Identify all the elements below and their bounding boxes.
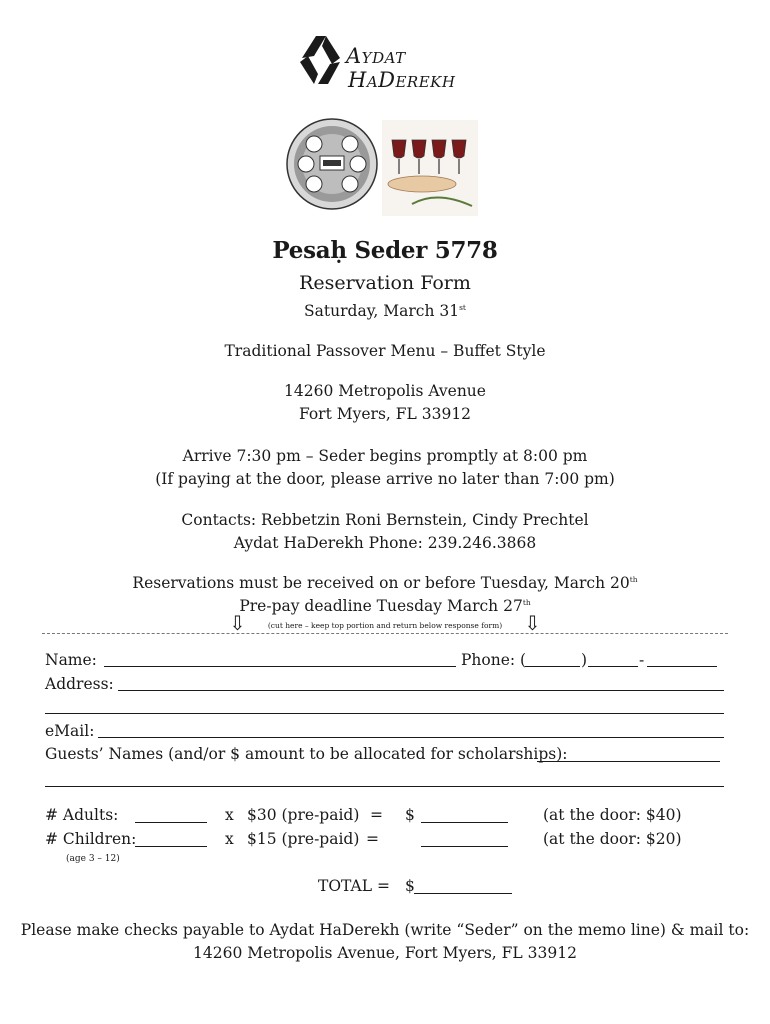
wine-glasses-image xyxy=(382,120,478,216)
adults-equals: = xyxy=(370,806,383,824)
phone-close-paren: ) xyxy=(581,651,588,669)
children-times: x xyxy=(225,830,234,848)
seder-plate-image xyxy=(286,118,378,210)
children-equals: = xyxy=(366,830,379,848)
phone-prefix-field[interactable] xyxy=(588,666,638,667)
arrival-time: Arrive 7:30 pm – Seder begins promptly at 8:00 pm xyxy=(182,447,588,465)
cut-note: (cut here – keep top portion and return below response form) xyxy=(267,621,503,630)
total-amount-field[interactable] xyxy=(414,893,512,894)
adults-door-price: (at the door: $40) xyxy=(543,806,682,824)
org-name-line1: Aydat xyxy=(346,44,406,68)
org-logo xyxy=(296,30,476,92)
adults-price: $30 (pre-paid) xyxy=(247,806,360,824)
children-label: # Children: xyxy=(45,830,137,848)
total-dollar: $ xyxy=(405,877,415,895)
name-field[interactable] xyxy=(104,666,456,667)
phone-dash: - xyxy=(639,651,645,669)
reservation-deadline-suffix: th xyxy=(629,574,638,584)
mailing-address: 14260 Metropolis Avenue, Fort Myers, FL 33912 xyxy=(193,944,577,962)
event-date-suffix: st xyxy=(459,302,466,312)
children-price: $15 (pre-paid) xyxy=(247,830,360,848)
phone-area-code-field[interactable] xyxy=(525,666,580,667)
venue-address-line1: 14260 Metropolis Avenue xyxy=(284,382,486,400)
children-age-note: (age 3 – 12) xyxy=(66,854,120,864)
phone-number-field[interactable] xyxy=(647,666,717,667)
door-payment-note: (If paying at the door, please arrive no later than 7:00 pm) xyxy=(155,470,615,488)
prepay-deadline-suffix: th xyxy=(522,597,531,607)
address-field[interactable] xyxy=(118,690,724,691)
children-count-field[interactable] xyxy=(135,846,207,847)
event-date-text: Saturday, March 31 xyxy=(304,302,460,320)
reservation-deadline xyxy=(0,574,770,592)
event-title: Pesaḥ Seder 5778 xyxy=(272,237,498,264)
adults-count-field[interactable] xyxy=(135,822,207,823)
prepay-deadline xyxy=(0,597,770,615)
cut-line xyxy=(42,633,728,634)
total-label: TOTAL = xyxy=(318,877,390,895)
phone-label: Phone: ( xyxy=(461,651,527,669)
guests-field-line2[interactable] xyxy=(45,786,724,787)
menu-line: Traditional Passover Menu – Buffet Style xyxy=(224,342,546,360)
adults-dollar: $ xyxy=(405,806,415,824)
guests-field[interactable] xyxy=(537,761,720,762)
adults-amount-field[interactable] xyxy=(421,822,508,823)
adults-label: # Adults: xyxy=(45,806,119,824)
prepay-deadline-text: Pre-pay deadline Tuesday March 27 xyxy=(239,597,523,615)
address-field-line2[interactable] xyxy=(45,713,724,714)
email-label: eMail: xyxy=(45,722,95,740)
form-subtitle: Reservation Form xyxy=(299,272,471,294)
email-field[interactable] xyxy=(98,737,724,738)
address-label: Address: xyxy=(45,675,114,693)
venue-address-line2: Fort Myers, FL 33912 xyxy=(298,405,472,423)
adults-times: x xyxy=(225,806,234,824)
org-name-line2: HaDerekh xyxy=(348,68,456,92)
event-date xyxy=(0,302,770,320)
children-door-price: (at the door: $20) xyxy=(543,830,682,848)
down-arrow-icon: ⇩ xyxy=(229,611,246,635)
reservation-deadline-text: Reservations must be received on or before Tuesday, March 20 xyxy=(132,574,630,592)
guests-label: Guests’ Names (and/or $ amount to be allocated for scholarships): xyxy=(45,745,568,763)
children-amount-field[interactable] xyxy=(421,846,508,847)
name-label: Name: xyxy=(45,651,97,669)
contacts-line: Contacts: Rebbetzin Roni Bernstein, Cindy Prechtel xyxy=(181,511,589,529)
phone-line: Aydat HaDerekh Phone: 239.246.3868 xyxy=(233,534,537,552)
down-arrow-icon: ⇩ xyxy=(524,611,541,635)
logo-emblem-icon xyxy=(296,30,344,90)
checks-instructions: Please make checks payable to Aydat HaDerekh (write “Seder” on the memo line) & mail to: xyxy=(20,921,750,939)
